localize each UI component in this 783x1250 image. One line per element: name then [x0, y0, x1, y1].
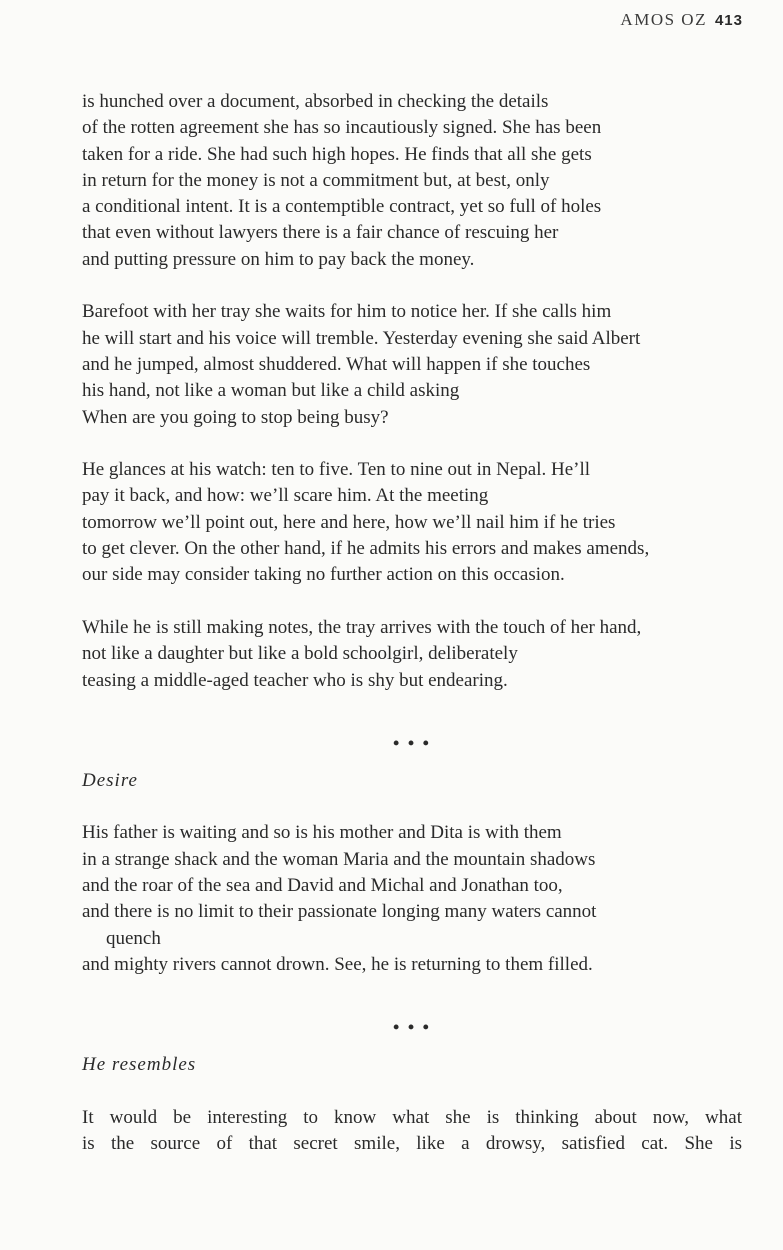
text-line-continuation: quench — [106, 927, 161, 949]
text-line: is the source of that secret smile, like a drowsy, satisfied cat. She is — [82, 1133, 742, 1155]
stanza-4 — [82, 615, 752, 694]
paragraph-he-resembles — [82, 1105, 752, 1158]
text-line: and he jumped, almost shuddered. What will happen if she touches — [82, 353, 591, 375]
text-line: in return for the money is not a commitment but, at best, only — [82, 169, 550, 191]
section-title-desire: Desire — [82, 769, 138, 791]
text-line: When are you going to stop being busy? — [82, 406, 389, 428]
text-line: a conditional intent. It is a contemptible contract, yet so full of holes — [82, 196, 602, 218]
text-line: taken for a ride. She had such high hopes. He finds that all she gets — [82, 143, 592, 165]
page-number: 413 — [714, 12, 743, 29]
text-line: and the roar of the sea and David and Michal and Jonathan too, — [82, 875, 563, 897]
text-line: tomorrow we’ll point out, here and here, how we’ll nail him if he tries — [82, 511, 616, 533]
section-break-ornament: • • • — [393, 1017, 431, 1038]
text-line: He glances at his watch: ten to five. Ten to nine out in Nepal. He’ll — [82, 459, 591, 481]
text-line: our side may consider taking no further action on this occasion. — [82, 564, 565, 586]
stanza-3 — [82, 457, 752, 588]
stanza-desire — [82, 820, 752, 978]
text-line: not like a daughter but like a bold schoolgirl, deliberately — [82, 643, 518, 665]
text-line: teasing a middle-aged teacher who is shy but endearing. — [82, 669, 508, 691]
text-line: pay it back, and how: we’ll scare him. At the meeting — [82, 485, 489, 507]
page-body — [82, 89, 752, 1157]
text-line: he will start and his voice will tremble. Yesterday evening she said Albert — [82, 327, 641, 349]
running-header-author: AMOS OZ — [620, 10, 707, 29]
text-line: and there is no limit to their passionate longing many waters cannot — [82, 901, 597, 923]
text-line: His father is waiting and so is his mother and Dita is with them — [82, 822, 562, 844]
text-line: It would be interesting to know what she is thinking about now, what — [82, 1106, 742, 1128]
text-line: While he is still making notes, the tray arrives with the touch of her hand, — [82, 616, 642, 638]
text-line: that even without lawyers there is a fair chance of rescuing her — [82, 222, 559, 244]
text-line: to get clever. On the other hand, if he admits his errors and makes amends, — [82, 538, 650, 560]
text-line: of the rotten agreement she has so incautiously signed. She has been — [82, 117, 602, 139]
text-line: Barefoot with her tray she waits for him to notice her. If she calls him — [82, 301, 612, 323]
text-line: and putting pressure on him to pay back the money. — [82, 248, 475, 270]
text-line: his hand, not like a woman but like a child asking — [82, 380, 460, 402]
section-break-ornament: • • • — [393, 732, 431, 753]
running-header — [620, 10, 743, 30]
stanza-2 — [82, 299, 752, 430]
text-line: in a strange shack and the woman Maria and the mountain shadows — [82, 848, 596, 870]
section-title-he-resembles: He resembles — [82, 1054, 197, 1076]
text-line: is hunched over a document, absorbed in checking the details — [82, 91, 549, 112]
stanza-1 — [82, 89, 752, 273]
text-line: and mighty rivers cannot drown. See, he is returning to them filled. — [82, 953, 593, 975]
